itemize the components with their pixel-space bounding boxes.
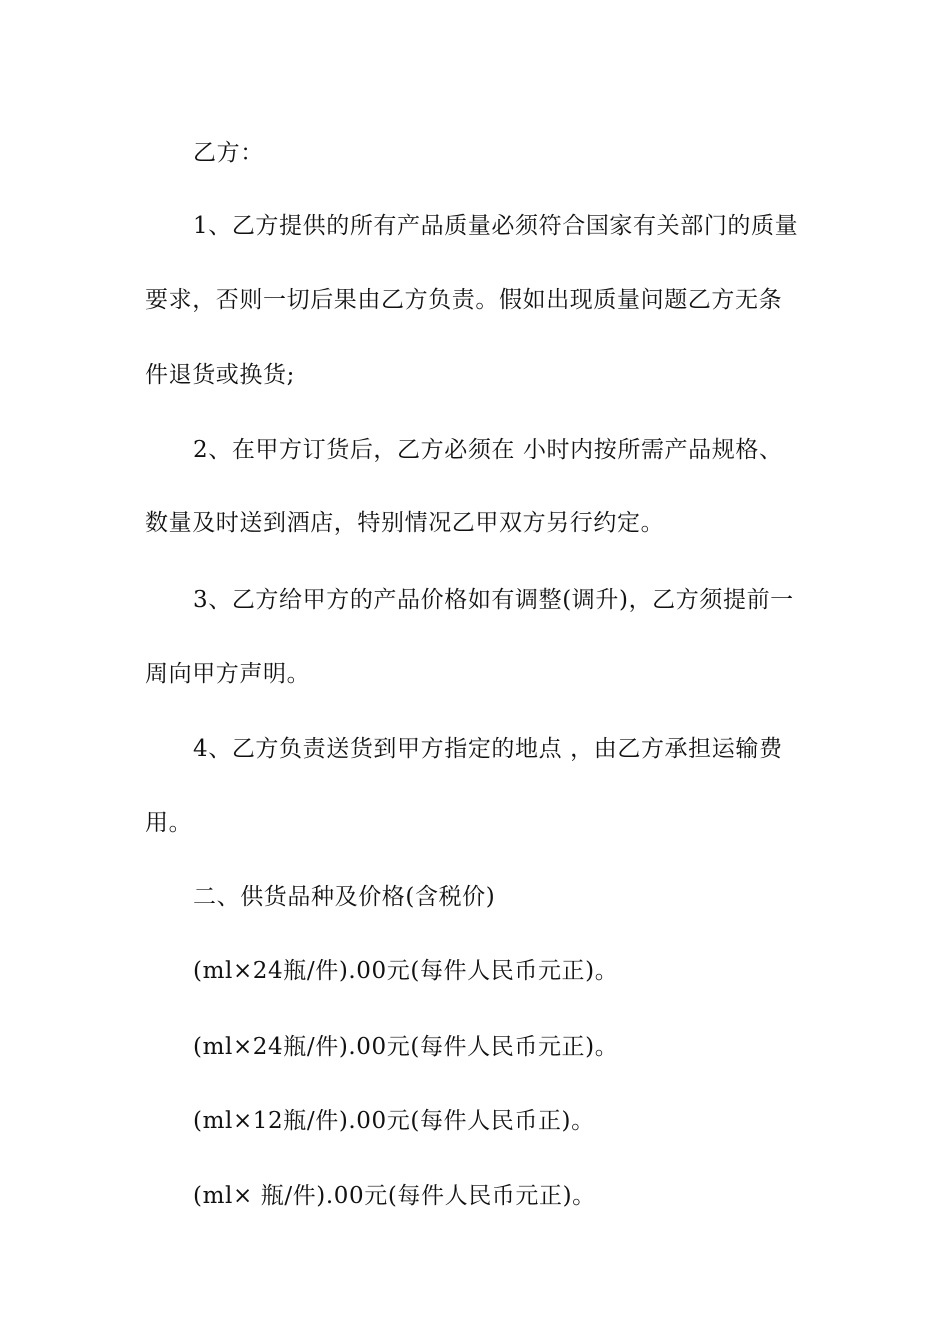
- party-b-heading: 乙方：: [193, 140, 264, 166]
- clause-1-line-2: 要求，否则一切后果由乙方负责。假如出现质量问题乙方无条: [145, 287, 783, 313]
- clause-1-line-1: 1、乙方提供的所有产品质量必须符合国家有关部门的质量: [193, 213, 799, 239]
- price-item-3: (ml×12瓶/件).00元(每件人民币正)。: [193, 1108, 595, 1134]
- clause-1-line-3: 件退货或换货;: [145, 362, 295, 388]
- clause-3-line-2: 周向甲方声明。: [145, 661, 311, 687]
- price-item-2: (ml×24瓶/件).00元(每件人民币元正)。: [193, 1034, 619, 1060]
- clause-3-line-1: 3、乙方给甲方的产品价格如有调整(调升)，乙方须提前一: [193, 587, 794, 613]
- section-2-heading: 二、供货品种及价格(含税价): [193, 884, 496, 910]
- price-item-4: (ml× 瓶/件).00元(每件人民币元正)。: [193, 1183, 596, 1209]
- clause-2-line-2: 数量及时送到酒店，特别情况乙甲双方另行约定。: [145, 510, 665, 536]
- clause-4-line-1: 4、乙方负责送货到甲方指定的地点 ，由乙方承担运输费: [193, 736, 783, 762]
- price-item-1: (ml×24瓶/件).00元(每件人民币元正)。: [193, 958, 619, 984]
- clause-2-line-1: 2、在甲方订货后，乙方必须在 小时内按所需产品规格、: [193, 437, 783, 463]
- clause-4-line-2: 用。: [145, 810, 193, 836]
